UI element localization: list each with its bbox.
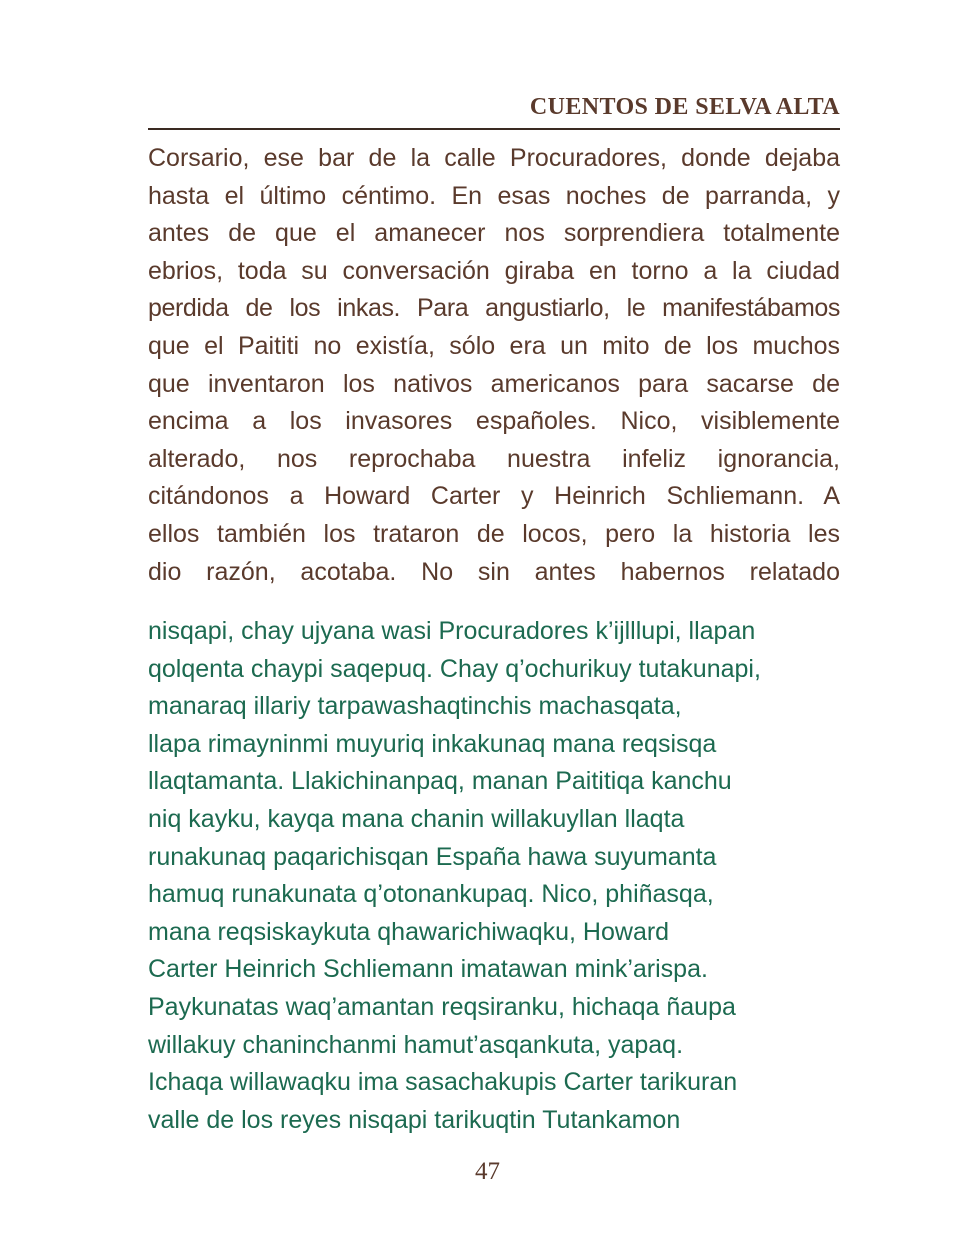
quechua-line: manaraq illariy tarpawashaqtinchis machasqata, [148, 692, 682, 721]
spanish-line: ellos también los trataron de locos, pero la historia les [148, 519, 840, 548]
spanish-line: alterado, nos reprochaba nuestra infeliz ignorancia, [148, 444, 840, 473]
quechua-line: runakunaq paqarichisqan España hawa suyumanta [148, 842, 717, 871]
quechua-line: valle de los reyes nisqapi tarikuqtin Tutankamon [148, 1105, 681, 1134]
quechua-line: qolqenta chaypi saqepuq. Chay q’ochurikuy tutakunapi, [148, 654, 761, 683]
quechua-line: willakuy chaninchanmi hamut’asqankuta, yapaq. [148, 1030, 684, 1059]
spanish-line: hasta el último céntimo. En esas noches de parranda, y [148, 181, 840, 210]
spanish-line: citándonos a Howard Carter y Heinrich Schliemann. A [148, 482, 840, 511]
spanish-line: ebrios, toda su conversación giraba en torno a la ciudad [148, 256, 840, 285]
quechua-line: Paykunatas waq’amantan reqsiranku, hichaqa ñaupa [148, 992, 736, 1021]
quechua-line: hamuq runakunata q’otonankupaq. Nico, phiñasqa, [148, 880, 714, 909]
quechua-line: llaqtamanta. Llakichinanpaq, manan Paititiqa kanchu [148, 767, 732, 796]
spanish-line: que el Paititi no existía, sólo era un mito de los muchos [148, 331, 840, 360]
header-rule [148, 128, 840, 130]
quechua-line: nisqapi, chay ujyana wasi Procuradores k’ijlllupi, llapan [148, 617, 756, 645]
running-header-title: CUENTOS DE SELVA ALTA [529, 94, 840, 120]
spanish-line: dio razón, acotaba. No sin antes habernos relatado [148, 557, 840, 586]
spanish-line: encima a los invasores españoles. Nico, visiblemente [148, 407, 840, 436]
quechua-line: llapa rimayninmi muyuriq inkakunaq mana reqsisqa [148, 729, 717, 758]
quechua-line: Ichaqa willawaqku ima sasachakupis Carter tarikuran [148, 1068, 738, 1097]
spanish-line: que inventaron los nativos americanos para sacarse de [148, 369, 840, 398]
spanish-line: antes de que el amanecer nos sorprendiera totalmente [148, 219, 840, 248]
page-number: 47 [475, 1158, 500, 1185]
quechua-line: Carter Heinrich Schliemann imatawan mink’arispa. [148, 955, 708, 984]
quechua-line: niq kayku, kayqa mana chanin willakuyllan llaqta [148, 804, 685, 833]
quechua-paragraph [148, 613, 848, 1139]
spanish-paragraph [148, 140, 840, 591]
spanish-line: perdida de los inkas. Para angustiarlo, le manifestábamos [148, 294, 840, 323]
spanish-line: Corsario, ese bar de la calle Procuradores, donde dejaba [148, 144, 840, 172]
quechua-line: mana reqsiskaykuta qhawarichiwaqku, Howard [148, 917, 670, 946]
